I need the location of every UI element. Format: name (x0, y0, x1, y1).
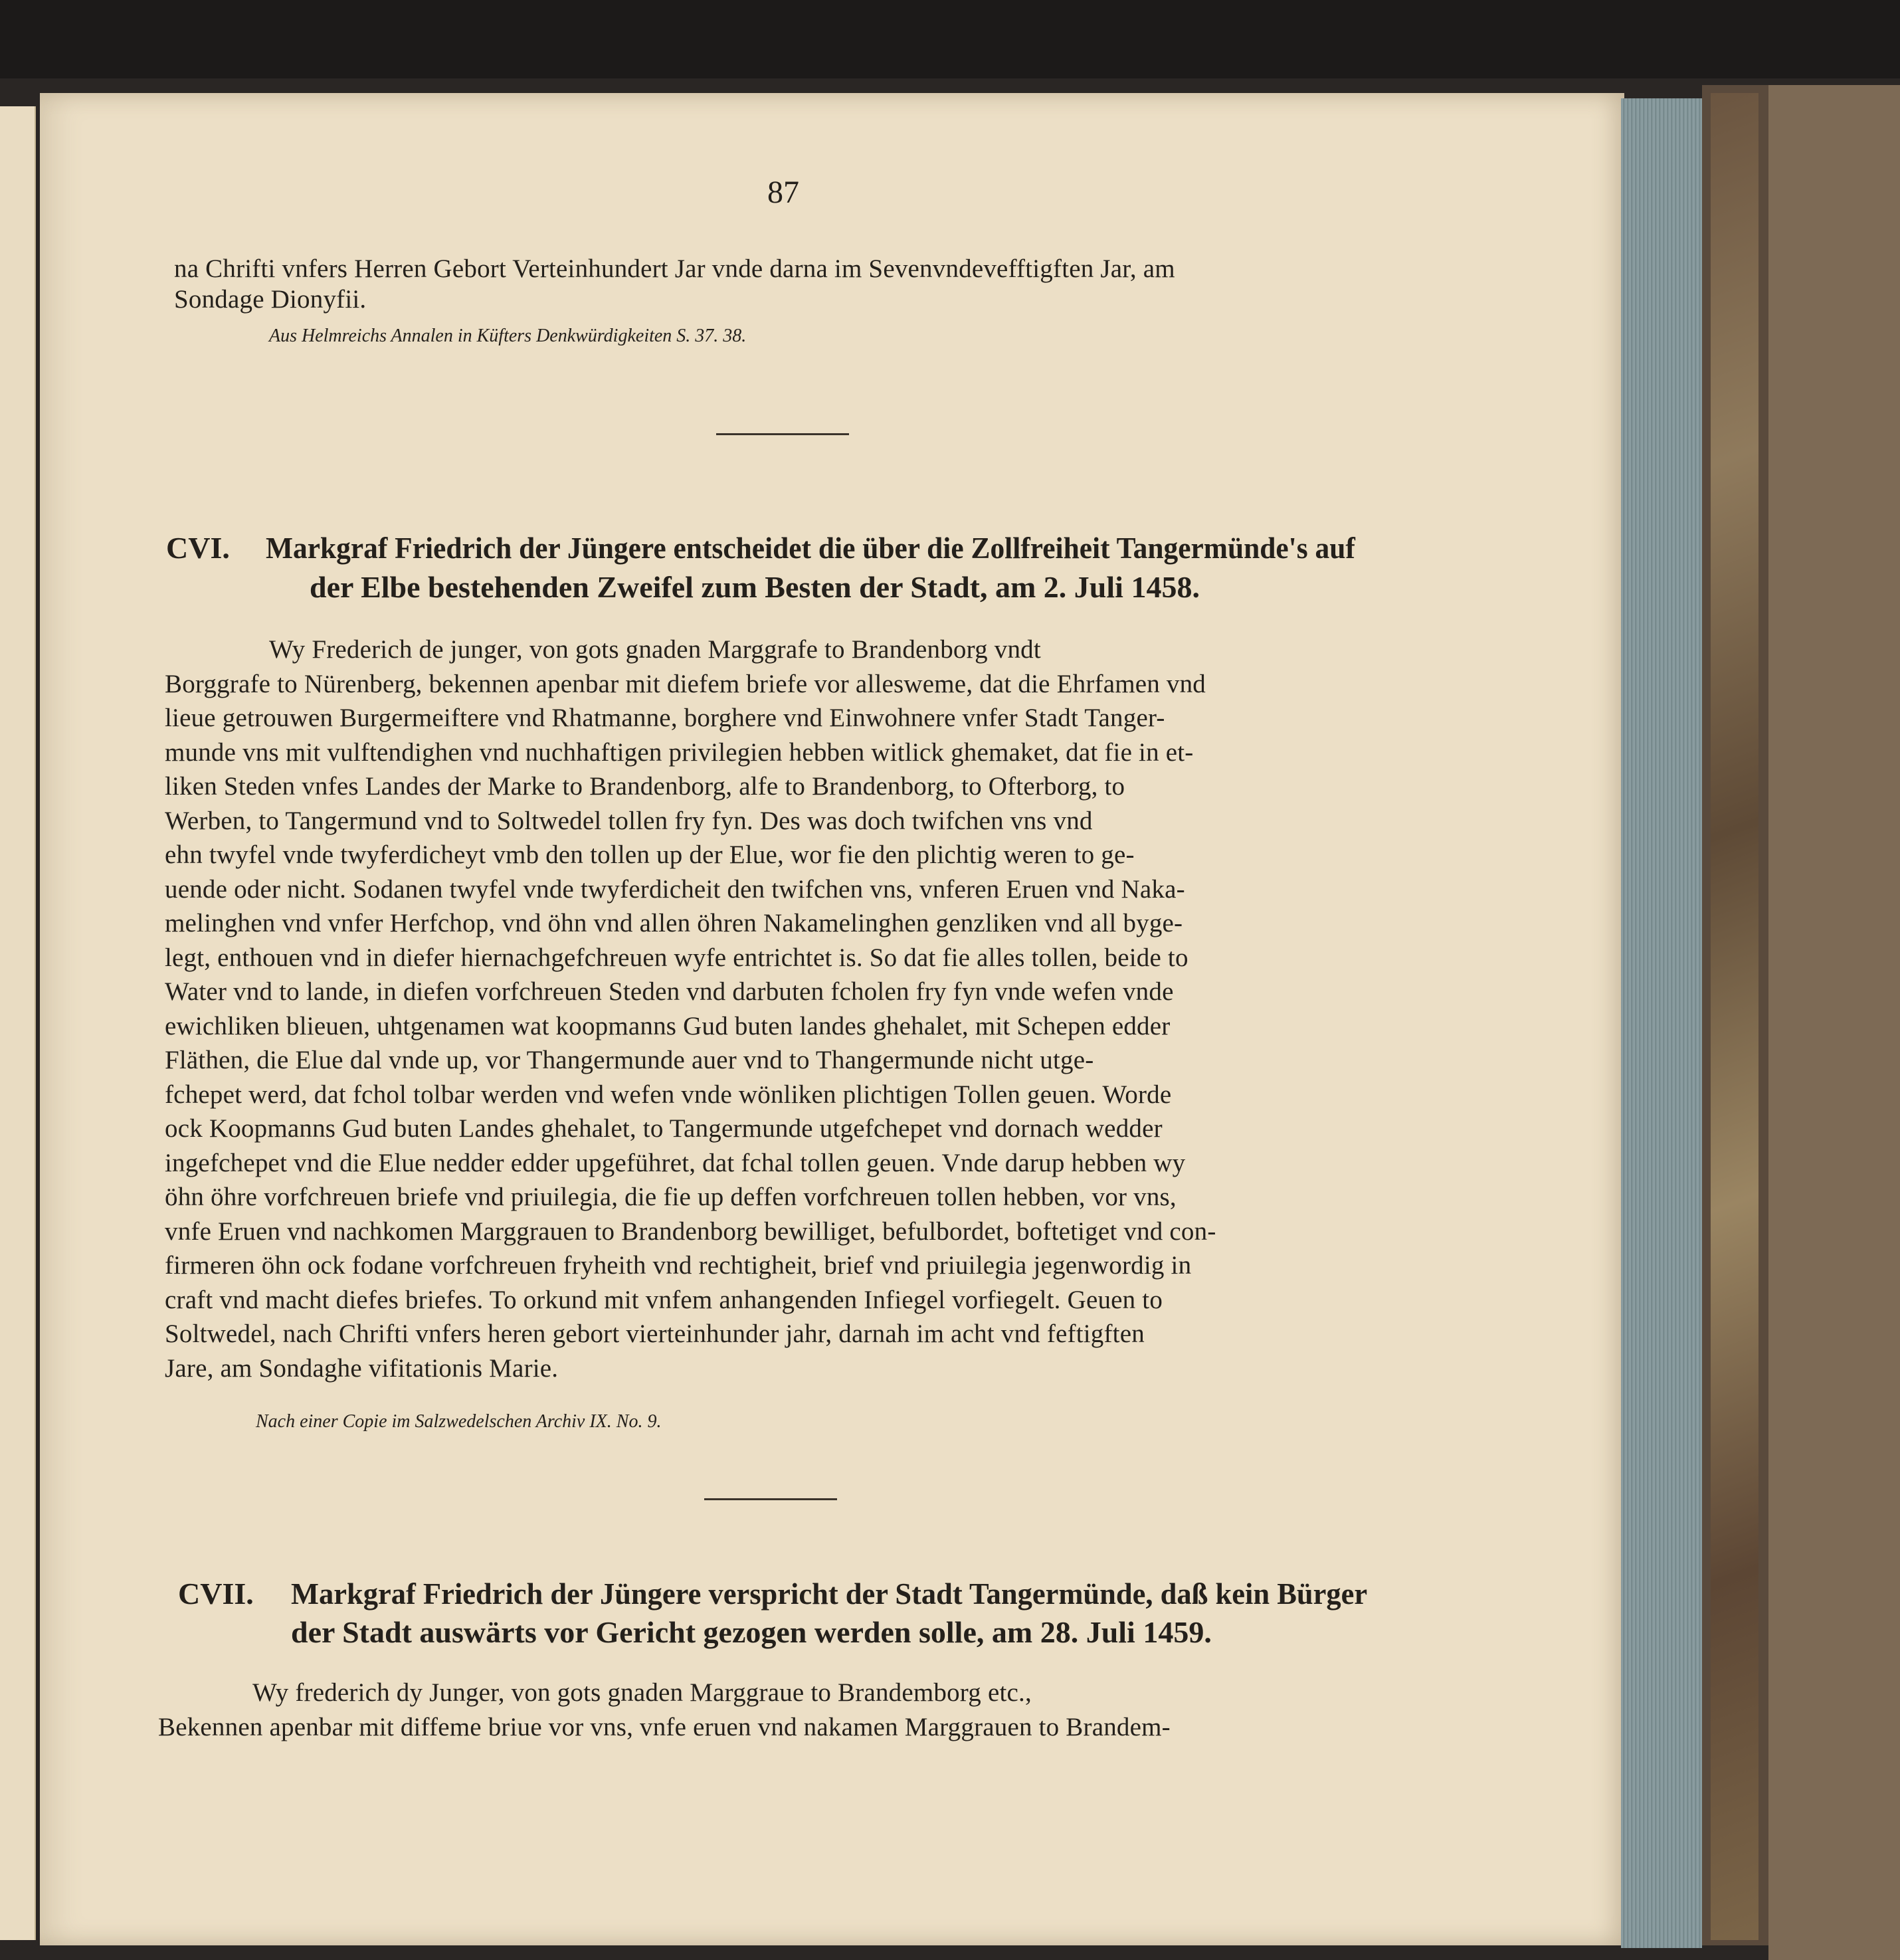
section-cvi-title-2: der Elbe bestehenden Zweifel zum Besten der Stadt, am 2. Juli 1458. (310, 570, 1200, 604)
text-line: ehn twyfel vnde twyferdicheyt vmb den tollen up der Elue, wor fie den plichtig weren to ge- (165, 840, 1135, 869)
text-line: fchepet werd, dat fchol tolbar werden vnd wefen vnde wönliken plichtigen Tollen geuen. Worde (165, 1080, 1172, 1109)
text-line: melinghen vnd vnfer Herfchop, vnd öhn vnd allen öhren Nakamelinghen genzliken vnd all byge- (165, 909, 1183, 937)
text-line: ock Koopmanns Gud buten Landes ghehalet, to Tangermunde utgefchepet vnd dornach wedder (165, 1114, 1163, 1143)
text-line: ingefchepet vnd die Elue nedder edder upgeführet, dat fchal tollen geuen. Vnde darup hebben wy (165, 1148, 1186, 1177)
source-note-2: Nach einer Copie im Salzwedelschen Archiv IX. No. 9. (256, 1411, 662, 1432)
section-cvii-title-2: der Stadt auswärts vor Gericht gezogen werden solle, am 28. Juli 1459. (291, 1615, 1212, 1649)
text-line: Water vnd to lande, in diefen vorfchreuen Steden vnd darbuten fcholen fry fyn vnde wefen vnde (165, 977, 1174, 1006)
top-text-line-1: na Chrifti vnfers Herren Gebort Verteinhundert Jar vnde darna im Sevenvndevefftigften Jar, am (174, 254, 1175, 283)
text-line: Fläthen, die Elue dal vnde up, vor Thangermunde auer vnd to Thangermunde nicht utge- (165, 1046, 1094, 1074)
section-number-cvii: CVII. (178, 1577, 254, 1611)
text-line: ewichliken blieuen, uhtgenamen wat koopmanns Gud buten landes ghehalet, mit Schepen edder (165, 1011, 1171, 1040)
section-cvi-title-1: Markgraf Friedrich der Jüngere entscheidet die über die Zollfreiheit Tangermünde's auf (266, 531, 1355, 565)
section-cvii-title-1: Markgraf Friedrich der Jüngere verspricht der Stadt Tangermünde, daß kein Bürger (291, 1577, 1368, 1611)
section-divider-1 (716, 433, 849, 435)
cover-strip (1768, 85, 1900, 1960)
text-line: legt, enthouen vnd in diefer hiernachgefchreuen wyfe entrichtet is. So dat fie alles tollen, beide to (165, 943, 1188, 972)
source-note-1: Aus Helmreichs Annalen in Küfters Denkwürdigkeiten S. 37. 38. (269, 326, 747, 346)
text-line: liken Steden vnfes Landes der Marke to Brandenborg, alfe to Brandenborg, to Ofterborg, to (165, 772, 1125, 801)
text-line: Soltwedel, nach Chrifti vnfers heren gebort vierteinhunder jahr, darnah im acht vnd feftigften (165, 1320, 1145, 1348)
text-line: craft vnd macht diefes briefes. To orkund mit vnfem anhangenden Infiegel vorfiegelt. Geuen to (165, 1285, 1163, 1314)
text-line: Werben, to Tangermund vnd to Soltwedel tollen fry fyn. Des was doch twifchen vns vnd (165, 806, 1093, 835)
text-line: firmeren öhn ock fodane vorfchreuen fryheith vnd rechtigheit, brief vnd priuilegia jegenwordig in (165, 1251, 1192, 1280)
text-line: Bekennen apenbar mit diffeme briue vor vns, vnfe eruen vnd nakamen Marggrauen to Brandem- (158, 1713, 1171, 1741)
page-number: 87 (767, 175, 799, 210)
section-number-cvi: CVI. (166, 531, 230, 565)
text-line: Borggrafe to Nürenberg, bekennen apenbar mit diefem briefe vor allesweme, dat die Ehrfamen vnd (165, 669, 1206, 698)
marbled-paper (1711, 93, 1758, 1940)
text-line: Wy frederich dy Junger, von gots gnaden Marggraue to Brandemborg etc., (252, 1678, 1032, 1707)
text-line: Wy Frederich de junger, von gots gnaden Marggrafe to Brandenborg vndt (269, 635, 1041, 664)
text-line: Jare, am Sondaghe vifitationis Marie. (165, 1353, 559, 1383)
text-line: munde vns mit vulftendighen vnd nuchhaftigen privilegien hebben witlick ghemaket, dat fie in et- (165, 737, 1194, 767)
page-edges (1621, 98, 1702, 1948)
left-page-edge (0, 106, 36, 1940)
text-line: vnfe Eruen vnd nachkomen Marggrauen to Brandenborg bewilliget, befulbordet, boftetiget vnd con- (165, 1217, 1216, 1246)
text-line: öhn öhre vorfchreuen briefe vnd priuilegia, die fie up deffen vorfchreuen tollen hebben, vor vns, (165, 1183, 1177, 1211)
text-line: uende oder nicht. Sodanen twyfel vnde twyferdicheit den twifchen vns, vnferen Eruen vnd Naka- (165, 874, 1185, 904)
top-text-line-2: Sondage Dionyfii. (174, 285, 367, 314)
section-divider-2 (704, 1498, 837, 1500)
text-line: lieue getrouwen Burgermeiftere vnd Rhatmanne, borghere vnd Einwohnere vnfer Stadt Tanger- (165, 704, 1165, 732)
